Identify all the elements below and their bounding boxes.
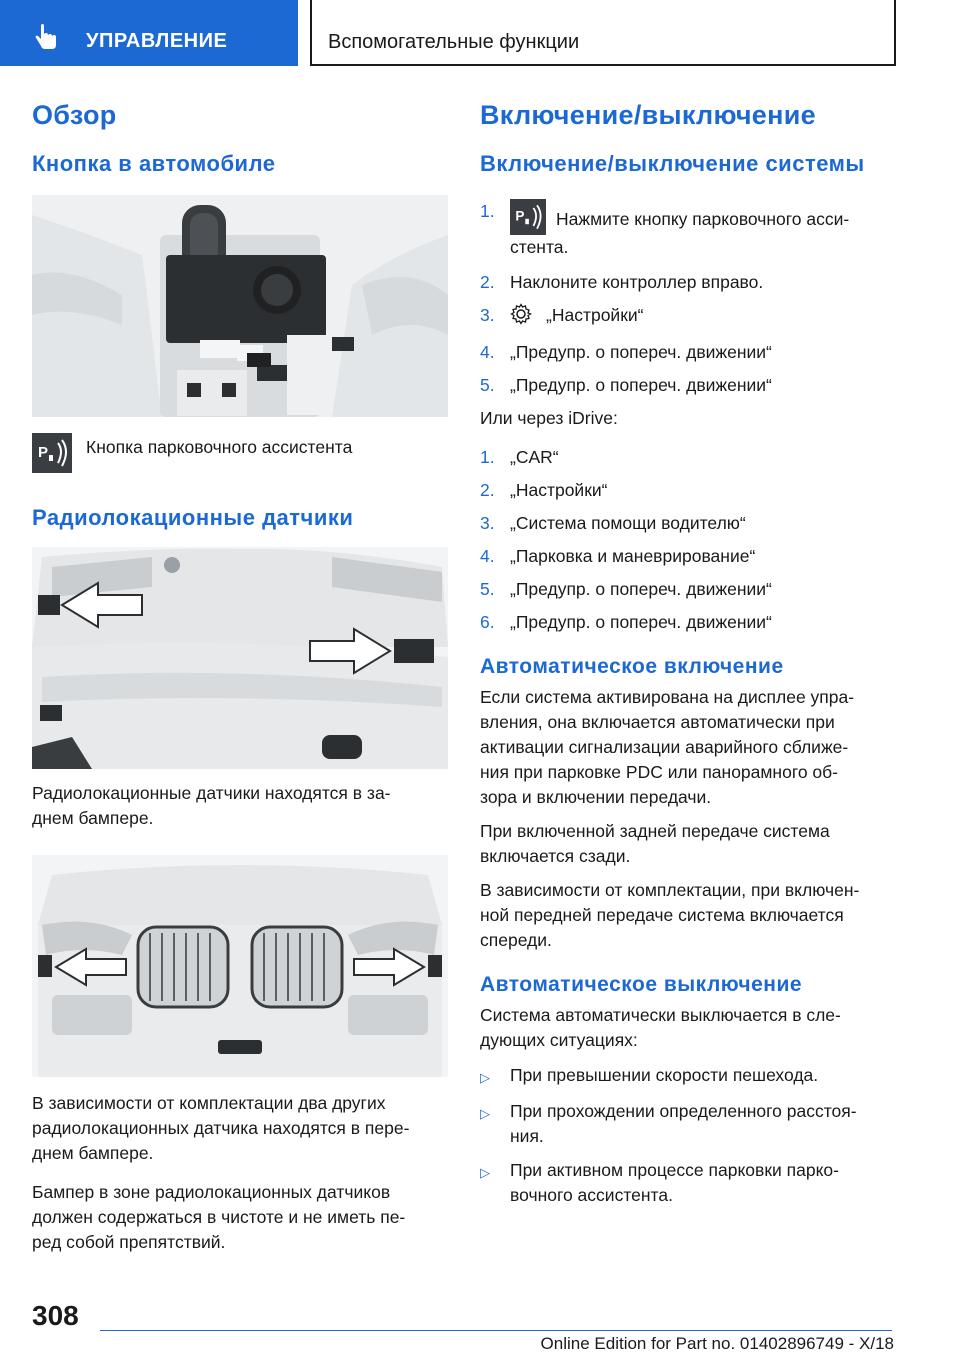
step-text: Наклоните контроллер вправо. [510,272,764,292]
step-text: „Предупр. о попереч. движении“ [510,375,772,395]
right-column [480,100,900,1217]
triangle-bullet-icon: ▷ [480,1070,490,1085]
page-number: 308 [32,1300,79,1331]
step-number: 2. [480,272,495,292]
step-number: 4. [480,342,495,362]
step-text: „Система помощи водителю“ [510,513,746,533]
park-assist-button-icon [32,433,72,473]
sensors-text-line: днем бампере. [32,808,154,828]
text-line: В зависимости от комплектации, при включен- [480,880,860,900]
button-caption-row [32,433,448,473]
sensors-text [32,781,448,831]
list-item-text: При превышении скорости пешехода. [510,1065,819,1085]
overview-title: Обзор [32,100,117,130]
list-item [480,577,900,602]
triangle-bullet-icon: ▷ [480,1106,490,1121]
front-text-line: радиолокационных датчика находятся в пере- [32,1118,410,1138]
front-sensors-text [32,1091,448,1166]
front-bumper-figure [32,855,448,1077]
list-item [480,303,900,332]
chapter-label: УПРАВЛЕНИЕ [86,30,228,52]
idrive-steps-list [480,445,900,635]
step-text: стента. [510,237,569,257]
bumper-text-line: ред собой препятствий. [32,1232,226,1252]
button-section-title: Кнопка в автомобиле [32,151,276,176]
text-line: Если система активирована на дисплее упра- [480,687,855,707]
list-item [480,610,900,635]
system-onoff-title: Включение/выключение системы [480,151,865,176]
front-text-line: В зависимости от комплектации два других [32,1093,386,1113]
gear-icon [510,303,534,332]
list-item-text: вочного ассистента. [510,1185,673,1205]
list-item-text: При активном процессе парковки парко- [510,1160,839,1180]
text-line: При включенной задней передаче система [480,821,830,841]
step-number: 2. [480,480,495,500]
onoff-title: Включение/выключение [480,100,816,130]
list-item [480,1063,900,1090]
step-text: „Предупр. о попереч. движении“ [510,342,772,362]
step-number: 6. [480,612,495,632]
step-text: Нажмите кнопку парковочного асси- [556,209,850,229]
auto-off-intro [480,1003,900,1053]
system-steps-list [480,199,900,398]
step-number: 5. [480,579,495,599]
auto-on-text-1 [480,685,900,810]
step-text: „Настройки“ [546,305,644,325]
step-number: 3. [480,305,495,325]
bumper-text [32,1180,448,1255]
text-line: ной передней передаче система включается [480,905,844,925]
idrive-intro: Или через iDrive: [480,408,618,428]
text-line: дующих ситуациях: [480,1030,638,1050]
bumper-text-line: Бампер в зоне радиолокационных датчиков [32,1182,391,1202]
text-line: Система автоматически выключается в сле- [480,1005,841,1025]
text-line: спереди. [480,930,552,950]
text-line: активации сигнализации аварийного сближе- [480,737,849,757]
left-column [32,100,448,1255]
step-text: „CAR“ [510,447,559,467]
edition-text: Online Edition for Part no. 01402896749 - X/18 [540,1334,894,1353]
sensors-title: Радиолокационные датчики [32,505,354,530]
svg-text:P: P [38,444,49,461]
auto-off-list [480,1063,900,1208]
list-item-text: ния. [510,1126,544,1146]
step-number: 1. [480,201,495,221]
text-line: вления, она включается автоматически при [480,712,835,732]
chapter-tab [0,0,298,66]
list-item [480,511,900,536]
sensors-text-line: Радиолокационные датчики находятся в за- [32,783,391,803]
svg-text:P: P [515,208,525,224]
list-item [480,445,900,470]
step-number: 3. [480,513,495,533]
hand-pointer-icon [32,24,60,52]
text-line: зора и включении передачи. [480,787,712,807]
step-number: 4. [480,546,495,566]
list-item [480,1158,900,1208]
auto-on-title: Автоматическое включение [480,655,784,678]
footer-divider [100,1330,892,1331]
triangle-bullet-icon: ▷ [480,1165,490,1180]
list-item-text: При прохождении определенного расстоя- [510,1101,857,1121]
list-item [480,340,900,365]
list-item [480,478,900,503]
auto-on-text-2 [480,819,900,869]
park-assist-button-icon [510,199,546,235]
step-number: 5. [480,375,495,395]
list-item [480,373,900,398]
section-label: Вспомогательные функции [328,31,580,53]
rear-bumper-figure [32,547,448,769]
list-item [480,270,900,295]
list-item [480,1099,900,1149]
list-item [480,199,900,260]
auto-off-title: Автоматическое выключение [480,973,803,996]
front-text-line: днем бампере. [32,1143,154,1163]
page-header [0,0,960,66]
list-item [480,544,900,569]
bumper-text-line: должен содержаться в чистоте и не иметь пе- [32,1207,406,1227]
text-line: включается сзади. [480,846,631,866]
step-number: 1. [480,447,495,467]
text-line: ния при парковке PDC или панорамного об- [480,762,839,782]
button-caption: Кнопка парковочного ассистента [86,437,353,457]
step-text: „Настройки“ [510,480,608,500]
section-tab [310,0,896,66]
step-text: „Предупр. о попереч. движении“ [510,612,772,632]
step-text: „Предупр. о попереч. движении“ [510,579,772,599]
step-text: „Парковка и маневрирование“ [510,546,756,566]
console-figure [32,195,448,417]
auto-on-text-3 [480,878,900,953]
